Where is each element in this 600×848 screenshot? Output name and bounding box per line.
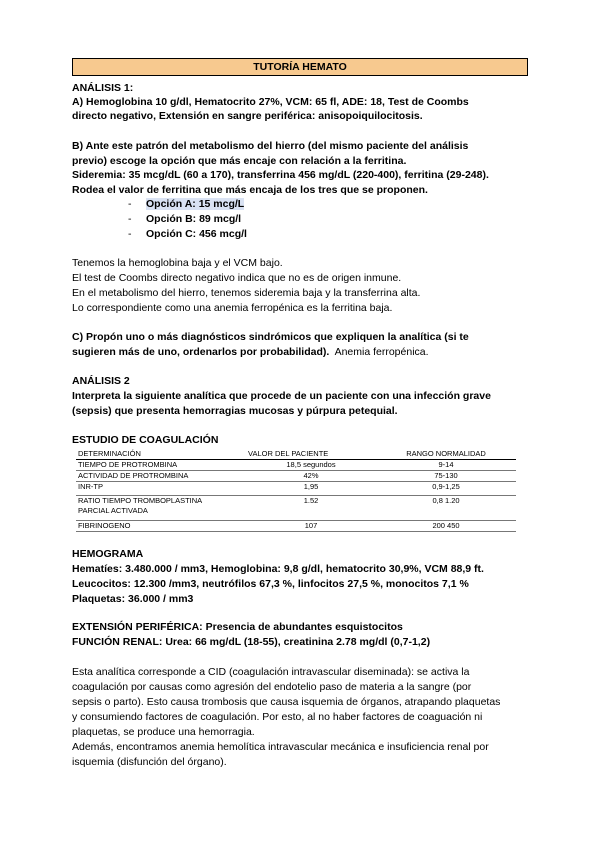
funcion-renal: FUNCIÓN RENAL: Urea: 66 mg/dL (18-55), creatinina 2.78 mg/dl (0,7-1,2) (72, 636, 431, 648)
table-row (76, 506, 516, 520)
analisis1-b-line1: B) Ante este patrón del metabolismo del hierro (del mismo paciente del análisis (72, 140, 469, 152)
analisis1-a-line2: directo negativo, Extensión en sangre periférica: anisopoiquilocitosis. (72, 110, 423, 122)
table-cell: 200 450 (376, 520, 516, 531)
table-cell: 42% (246, 471, 376, 482)
table-cell: RATIO TIEMPO TROMBOPLASTINA (78, 496, 203, 505)
option-b[interactable] (128, 213, 241, 226)
answer2-line: plaquetas, se produce una hemorragia. (72, 726, 255, 738)
option-dash: - (128, 213, 132, 225)
table-cell (376, 506, 516, 520)
analisis1-b-line4: Rodea el valor de ferritina que más encaja de los tres que se proponen. (72, 184, 428, 196)
hemograma-line: Leucocitos: 12.300 /mm3, neutrófilos 67,3 %, linfocitos 27,5 %, monocitos 7,1 % (72, 578, 469, 590)
analisis1-b-line3: Sideremia: 35 mcg/dL (60 a 170), transferrina 456 mg/dL (220-400), ferritina (29-248). (72, 169, 489, 181)
table-cell: 9-14 (376, 460, 516, 471)
table-cell: 0,9-1,25 (376, 482, 516, 496)
answer2-line: Esta analítica corresponde a CID (coagulación intravascular diseminada): se activa la (72, 666, 470, 678)
table-cell: 107 (246, 520, 376, 531)
table-cell: 1,95 (246, 482, 376, 496)
table-cell: 0,8 1.20 (432, 496, 460, 505)
hemograma-line: Hematíes: 3.480.000 / mm3, Hemoglobina: 9,8 g/dl, hematocrito 30,9%, VCM 88,9 ft. (72, 563, 484, 575)
table-cell: 18,5 segundos (246, 460, 376, 471)
option-c-label: Opción C: 456 mcg/l (146, 228, 247, 240)
analisis1-c-answer: Anemia ferropénica. (334, 346, 429, 358)
table-row (76, 520, 516, 531)
coag-table (76, 449, 516, 532)
analisis2-intro-line1: Interpreta la siguiente analítica que procede de un paciente con una infección grave (72, 390, 491, 402)
coag-header-row (76, 449, 516, 460)
hemograma-heading: HEMOGRAMA (72, 548, 144, 560)
answer2-line: Además, encontramos anemia hemolítica intravascular mecánica e insuficiencia renal por (72, 741, 489, 753)
analisis1-heading: ANÁLISIS 1: (72, 82, 134, 94)
option-b-label: Opción B: 89 mcg/l (146, 213, 242, 225)
option-dash: - (128, 198, 132, 210)
table-row (76, 496, 516, 507)
answer1-line: Tenemos la hemoglobina baja y el VCM bajo. (72, 257, 283, 269)
answer1-line: El test de Coombs directo negativo indica que no es de origen inmune. (72, 272, 402, 284)
option-c[interactable] (128, 228, 247, 241)
analisis1-c-line1: C) Propón uno o más diagnósticos sindrómicos que expliquen la analítica (si te (72, 331, 469, 343)
analisis2-intro-line2: (sepsis) que presenta hemorragias mucosas y púrpura petequial. (72, 405, 398, 417)
table-cell: PARCIAL ACTIVADA (76, 506, 246, 520)
answer2-line: y consumiendo factores de coagulación. Por esto, al no haber factores de coaguación ni (72, 711, 483, 723)
answer2-line: sepsis o parto). Esto causa trombosis que causa isquemia de órganos, atrapando plaquetas (72, 696, 501, 708)
analisis1-c-line2-wrap (72, 346, 429, 359)
option-dash: - (128, 228, 132, 240)
answer1-line: En el metabolismo del hierro, tenemos sideremia baja y la transferrina alta. (72, 287, 421, 299)
coag-header: DETERMINACIÓN (76, 449, 246, 460)
table-cell (246, 506, 376, 520)
page-title: TUTORÍA HEMATO (72, 58, 528, 76)
table-row (76, 460, 516, 471)
table-cell: TIEMPO DE PROTROMBINA (76, 460, 246, 471)
option-a-label: Opción A: 15 mcg/L (146, 198, 245, 210)
analisis1-c-line2: sugieren más de uno, ordenarlos por probabilidad). (72, 346, 330, 358)
coag-header: VALOR DEL PACIENTE (246, 449, 376, 460)
answer2-line: coagulación por causas como agresión del endotelio paso de materia a la sangre (por (72, 681, 472, 693)
analisis2-heading: ANÁLISIS 2 (72, 375, 130, 387)
table-cell: ACTIVIDAD DE PROTROMBINA (76, 471, 246, 482)
analisis1-b-line2: previo) escoge la opción que más encaje con relación a la ferritina. (72, 155, 407, 167)
answer2-line: isquemia (disfunción del órgano). (72, 756, 227, 768)
option-a[interactable] (128, 198, 244, 211)
table-cell: FIBRINOGENO (76, 520, 246, 531)
extension-periferica: EXTENSIÓN PERIFÉRICA: Presencia de abundantes esquistocitos (72, 621, 403, 633)
table-cell: INR-TP (76, 482, 246, 496)
table-row (76, 471, 516, 482)
analisis1-a-line1: A) Hemoglobina 10 g/dl, Hematocrito 27%, VCM: 65 fl, ADE: 18, Test de Coombs (72, 96, 469, 108)
table-cell: 1.52 (303, 496, 319, 505)
hemograma-line: Plaquetas: 36.000 / mm3 (72, 593, 194, 605)
coag-heading: ESTUDIO DE COAGULACIÓN (72, 434, 219, 446)
table-row (76, 482, 516, 496)
coag-header: RANGO NORMALIDAD (376, 449, 516, 460)
answer1-line: Lo correspondiente como una anemia ferropénica es la ferritina baja. (72, 302, 393, 314)
table-cell: 75-130 (376, 471, 516, 482)
